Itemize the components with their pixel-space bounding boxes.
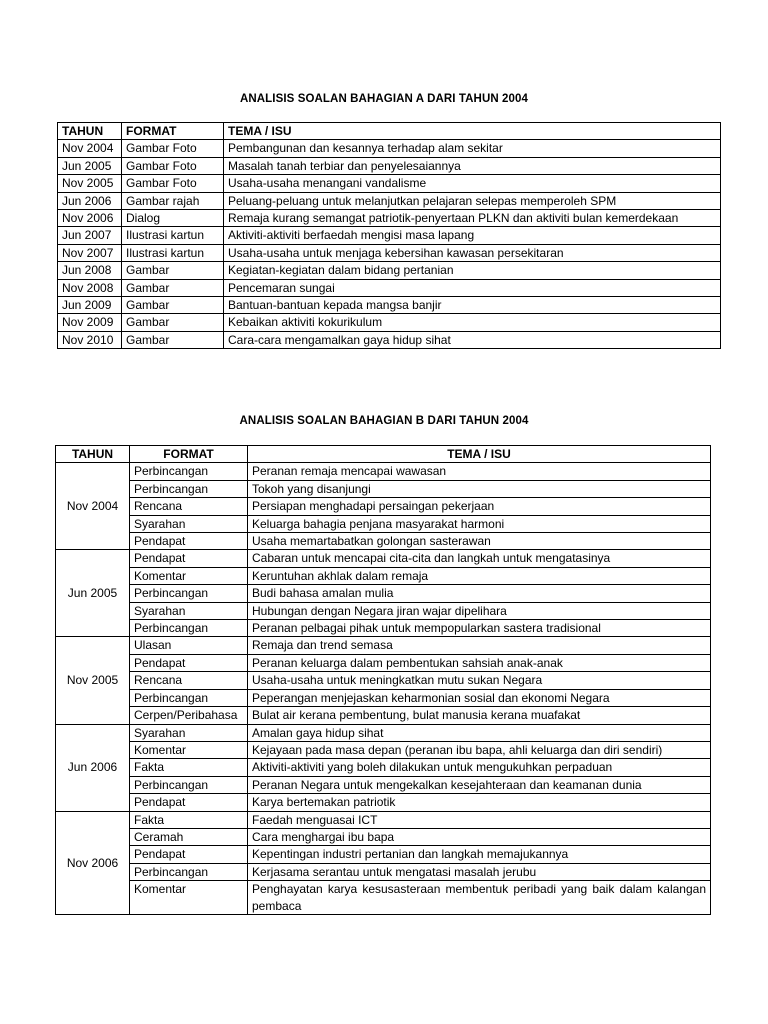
year-cell: Nov 2005 <box>58 175 122 192</box>
format-cell: Gambar <box>122 279 224 296</box>
year-cell: Jun 2005 <box>58 157 122 174</box>
theme-cell: Hubungan dengan Negara jiran wajar dipelihara <box>248 602 711 619</box>
format-cell: Syarahan <box>130 724 248 741</box>
theme-cell: Keruntuhan akhlak dalam remaja <box>248 567 711 584</box>
format-cell: Gambar Foto <box>122 175 224 192</box>
table-row <box>56 846 711 863</box>
theme-cell: Masalah tanah terbiar dan penyelesaiannya <box>224 157 721 174</box>
theme-cell: Bulat air kerana pembentung, bulat manusia kerana muafakat <box>248 707 711 724</box>
header-tema-isu: TEMA / ISU <box>248 446 711 463</box>
theme-cell: Peranan pelbagai pihak untuk mempopularkan sastera tradisional <box>248 620 711 637</box>
format-cell: Fakta <box>130 759 248 776</box>
year-cell: Jun 2007 <box>58 227 122 244</box>
year-cell: Jun 2008 <box>58 262 122 279</box>
table-row <box>56 863 711 880</box>
table-row <box>58 262 721 279</box>
theme-cell: Pembangunan dan kesannya terhadap alam sekitar <box>224 140 721 157</box>
table-row <box>56 533 711 550</box>
format-cell: Pendapat <box>130 550 248 567</box>
year-cell: Nov 2004 <box>56 463 130 550</box>
table-row <box>56 672 711 689</box>
table-row <box>56 567 711 584</box>
format-cell: Ilustrasi kartun <box>122 244 224 261</box>
table-row <box>58 210 721 227</box>
section-b-table <box>55 445 711 915</box>
theme-cell: Usaha-usaha menangani vandalisme <box>224 175 721 192</box>
table-row <box>58 244 721 261</box>
format-cell: Syarahan <box>130 602 248 619</box>
theme-cell: Cara menghargai ibu bapa <box>248 828 711 845</box>
format-cell: Rencana <box>130 672 248 689</box>
format-cell: Pendapat <box>130 794 248 811</box>
format-cell: Perbincangan <box>130 776 248 793</box>
format-cell: Syarahan <box>130 515 248 532</box>
theme-cell: Penghayatan karya kesusasteraan membentuk peribadi yang baik dalam kalangan pembaca <box>248 881 711 915</box>
table-row <box>56 463 711 480</box>
theme-cell: Kebaikan aktiviti kokurikulum <box>224 314 721 331</box>
format-cell: Komentar <box>130 567 248 584</box>
format-cell: Perbincangan <box>130 585 248 602</box>
table-row <box>56 480 711 497</box>
theme-cell: Amalan gaya hidup sihat <box>248 724 711 741</box>
table-row <box>56 585 711 602</box>
year-cell: Nov 2006 <box>56 811 130 914</box>
table-row <box>56 602 711 619</box>
theme-cell: Aktiviti-aktiviti yang boleh dilakukan untuk mengukuhkan perpaduan <box>248 759 711 776</box>
table-row <box>58 140 721 157</box>
table-header-row <box>56 446 711 463</box>
table-row <box>58 297 721 314</box>
theme-cell: Usaha-usaha untuk menjaga kebersihan kawasan persekitaran <box>224 244 721 261</box>
format-cell: Pendapat <box>130 846 248 863</box>
table-row <box>56 759 711 776</box>
table-row <box>58 314 721 331</box>
table-row <box>56 707 711 724</box>
theme-cell: Usaha memartabatkan golongan sasterawan <box>248 533 711 550</box>
table-row <box>56 741 711 758</box>
format-cell: Komentar <box>130 741 248 758</box>
format-cell: Perbincangan <box>130 863 248 880</box>
theme-cell: Budi bahasa amalan mulia <box>248 585 711 602</box>
theme-cell: Cabaran untuk mencapai cita-cita dan langkah untuk mengatasinya <box>248 550 711 567</box>
format-cell: Komentar <box>130 881 248 915</box>
theme-cell: Peranan remaja mencapai wawasan <box>248 463 711 480</box>
format-cell: Perbincangan <box>130 620 248 637</box>
year-cell: Jun 2006 <box>56 724 130 811</box>
theme-cell: Persiapan menghadapi persaingan pekerjaan <box>248 498 711 515</box>
theme-cell: Kejayaan pada masa depan (peranan ibu bapa, ahli keluarga dan diri sendiri) <box>248 741 711 758</box>
theme-cell: Remaja dan trend semasa <box>248 637 711 654</box>
table-row <box>56 794 711 811</box>
format-cell: Gambar <box>122 331 224 348</box>
theme-cell: Remaja kurang semangat patriotik-penyertaan PLKN dan aktiviti bulan kemerdekaan <box>224 210 721 227</box>
year-cell: Nov 2005 <box>56 637 130 724</box>
table-row <box>56 637 711 654</box>
format-cell: Ulasan <box>130 637 248 654</box>
table-row <box>58 157 721 174</box>
theme-cell: Cara-cara mengamalkan gaya hidup sihat <box>224 331 721 348</box>
table-row <box>56 724 711 741</box>
year-cell: Jun 2009 <box>58 297 122 314</box>
table-row <box>58 192 721 209</box>
header-tahun: TAHUN <box>56 446 130 463</box>
theme-cell: Karya bertemakan patriotik <box>248 794 711 811</box>
header-tema-isu: TEMA / ISU <box>224 123 721 140</box>
theme-cell: Kepentingan industri pertanian dan langkah memajukannya <box>248 846 711 863</box>
table-row <box>56 776 711 793</box>
table-header-row <box>58 123 721 140</box>
year-cell: Nov 2004 <box>58 140 122 157</box>
format-cell: Perbincangan <box>130 463 248 480</box>
year-cell: Nov 2008 <box>58 279 122 296</box>
table-row <box>56 828 711 845</box>
format-cell: Ilustrasi kartun <box>122 227 224 244</box>
theme-cell: Bantuan-bantuan kepada mangsa banjir <box>224 297 721 314</box>
year-cell: Nov 2010 <box>58 331 122 348</box>
format-cell: Gambar <box>122 314 224 331</box>
header-format: FORMAT <box>122 123 224 140</box>
format-cell: Gambar <box>122 262 224 279</box>
format-cell: Gambar rajah <box>122 192 224 209</box>
section-a-title: ANALISIS SOALAN BAHAGIAN A DARI TAHUN 2004 <box>239 93 529 105</box>
theme-cell: Pencemaran sungai <box>224 279 721 296</box>
format-cell: Ceramah <box>130 828 248 845</box>
format-cell: Fakta <box>130 811 248 828</box>
year-cell: Nov 2006 <box>58 210 122 227</box>
table-row <box>56 550 711 567</box>
theme-cell: Usaha-usaha untuk meningkatkan mutu sukan Negara <box>248 672 711 689</box>
header-tahun: TAHUN <box>58 123 122 140</box>
table-row <box>58 175 721 192</box>
year-cell: Nov 2009 <box>58 314 122 331</box>
theme-cell: Kegiatan-kegiatan dalam bidang pertanian <box>224 262 721 279</box>
format-cell: Gambar Foto <box>122 157 224 174</box>
theme-cell: Kerjasama serantau untuk mengatasi masalah jerubu <box>248 863 711 880</box>
format-cell: Pendapat <box>130 533 248 550</box>
theme-cell: Aktiviti-aktiviti berfaedah mengisi masa lapang <box>224 227 721 244</box>
format-cell: Cerpen/Peribahasa <box>130 707 248 724</box>
section-b-title: ANALISIS SOALAN BAHAGIAN B DARI TAHUN 2004 <box>239 415 529 427</box>
theme-cell: Tokoh yang disanjungi <box>248 480 711 497</box>
table-row <box>58 331 721 348</box>
theme-cell: Peperangan menjejaskan keharmonian sosial dan ekonomi Negara <box>248 689 711 706</box>
section-a-table <box>57 122 721 349</box>
header-format: FORMAT <box>130 446 248 463</box>
table-row <box>56 498 711 515</box>
format-cell: Gambar <box>122 297 224 314</box>
theme-cell: Peranan Negara untuk mengekalkan kesejahteraan dan keamanan dunia <box>248 776 711 793</box>
table-row <box>56 689 711 706</box>
table-row <box>56 881 711 915</box>
year-cell: Nov 2007 <box>58 244 122 261</box>
format-cell: Pendapat <box>130 654 248 671</box>
format-cell: Rencana <box>130 498 248 515</box>
theme-cell: Keluarga bahagia penjana masyarakat harmoni <box>248 515 711 532</box>
format-cell: Gambar Foto <box>122 140 224 157</box>
table-row <box>58 279 721 296</box>
year-cell: Jun 2006 <box>58 192 122 209</box>
table-row <box>56 654 711 671</box>
format-cell: Perbincangan <box>130 480 248 497</box>
format-cell: Perbincangan <box>130 689 248 706</box>
table-row <box>58 227 721 244</box>
theme-cell: Peranan keluarga dalam pembentukan sahsiah anak-anak <box>248 654 711 671</box>
table-row <box>56 515 711 532</box>
table-row <box>56 620 711 637</box>
table-row <box>56 811 711 828</box>
format-cell: Dialog <box>122 210 224 227</box>
theme-cell: Peluang-peluang untuk melanjutkan pelajaran selepas memperoleh SPM <box>224 192 721 209</box>
year-cell: Jun 2005 <box>56 550 130 637</box>
theme-cell: Faedah menguasai ICT <box>248 811 711 828</box>
